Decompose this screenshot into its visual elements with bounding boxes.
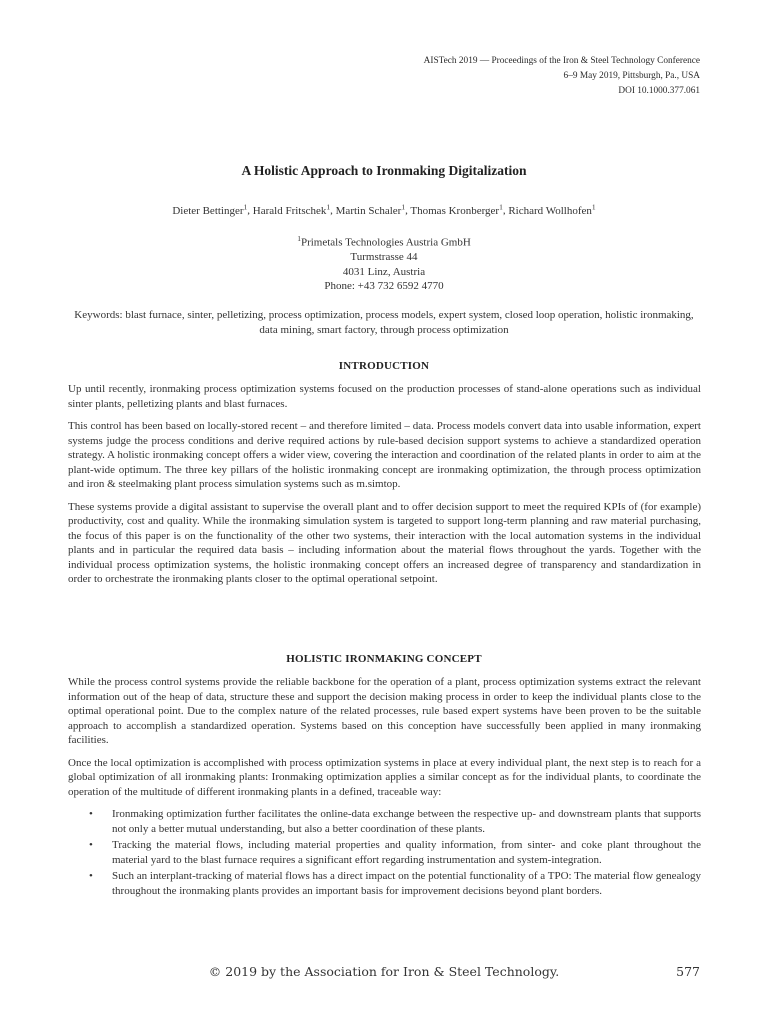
conference-header [424, 54, 700, 99]
author: Martin Schaler$^1$ [335, 202, 406, 217]
page-number: 577 [676, 964, 700, 979]
paragraph: These systems provide a digital assistant to supervise the overall plant and to offer decision support to meet the required KPIs of (for example) productivity, cost and quality. While the ironmaking simulation system is targeted to support long-term planning and raw material purchasing, the focus of this paper is on the functionality of the other two systems, their interaction with the local automation systems in the individual plants and in particular the required data basis – including information about the material flows throughout the yards. Together with the individual process optimization systems, the holistic ironmaking concept offers an increased degree of transparency and standardization in order to orchestrate the ironmaking plants closer to the optimal operational setpoint. [68, 500, 701, 585]
holistic-body [68, 675, 701, 900]
author: Thomas Kronberger$^1$ [410, 202, 503, 217]
doi: DOI 10.1000.377.061 [618, 86, 700, 96]
paragraph: Up until recently, ironmaking process optimization systems focused on the production processes of stand-alone operations such as individual sinter plants, pelletizing plants and blast furnaces. [68, 383, 701, 410]
conference-name: AISTech 2019 — Proceedings of the Iron & Steel Technology Conference [423, 56, 700, 66]
introduction-body [68, 382, 701, 595]
author: Dieter Bettinger$^1$ [172, 202, 248, 217]
list-item: • Tracking the material flows, including material properties and quality information, from sinter- and coke plant throughout the material yard to the blast furnace requires a significant effort regarding instrumentation and system-integration. [89, 839, 701, 866]
author-list: Dieter Bettinger$^1$, Harald Fritschek$^1$, Martin Schaler$^1$, Thomas Kronberger$^1$, Richard Wollhofen$^1$ [172, 202, 596, 217]
bullet-symbol: • [89, 808, 93, 820]
paragraph: While the process control systems provide the reliable backbone for the operation of a plant, process optimization systems extract the relevant information out of the heap of data, structure these and support the decision making process in order to keep the individual plants close to the optimal operational point. Due to the complex nature of the related processes, rule based expert systems have been proven to be the suitable approach to accomplish a standardized operation. Systems based on this conception have successfully been applied in many ironmaking facilities. [68, 676, 701, 746]
conference-dates: 6–9 May 2019, Pittsburgh, Pa., USA [563, 71, 700, 81]
affiliation-phone: Phone: +43 732 6592 4770 [324, 280, 444, 293]
section-heading-introduction: INTRODUCTION [338, 360, 430, 372]
author: Harald Fritschek$^1$ [252, 202, 331, 217]
bullet-symbol: • [89, 839, 93, 851]
affiliation-org: $^1$Primetals Technologies Austria GmbH [297, 234, 471, 249]
paragraph: Once the local optimization is accomplished with process optimization systems in place at every individual plant, the next step is to reach for a global optimization of all ironmaking plants: Ironmaking optimization applies a similar concept as for the individual plants, to coordinate the operation of the multitude of different ironmaking plants in a defined, traceable way: [68, 756, 701, 798]
keywords: Keywords: blast furnace, sinter, pelletizing, process optimization, process models, expert system, closed loop operation, holistic ironmaking, data mining, smart factory, through process optimization [74, 309, 694, 336]
affiliation-street: Turmstrasse 44 [350, 251, 418, 264]
bullet-symbol: • [89, 870, 93, 882]
author: Richard Wollhofen$^1$ [508, 202, 596, 217]
affiliation [0, 232, 768, 294]
paragraph: This control has been based on locally-stored recent – and therefore limited – data. Process models convert data into usable information, expert systems judge the process conditions and derive required actions by rule-based decision support systems to achieve a standardized operation strategy. A holistic ironmaking concept offers a wider view, covering the interaction and coordination of the related plants in order to aim at the plant-wide optimum. The three key pillars of the holistic ironmaking concept are ironmaking optimization, the through process optimization and iron & steelmaking plant process simulation systems such as m.simtop. [68, 420, 701, 490]
copyright: © 2019 by the Association for Iron & Steel Technology. [208, 964, 560, 979]
list-item: • Such an interplant-tracking of material flows has a direct impact on the potential functionality of a TPO: The material flow genealogy throughout the ironmaking plants provides an important basis for improvement decisions beyond plant borders. [89, 870, 701, 897]
bullet-list [68, 807, 701, 898]
section-heading-holistic: HOLISTIC IRONMAKING CONCEPT [286, 653, 482, 665]
list-item: • Ironmaking optimization further facilitates the online-data exchange between the respective up- and downstream plants that supports not only a better mutual understanding, but also a better coordination of these plants. [89, 808, 701, 835]
paper-title: A Holistic Approach to Ironmaking Digitalization [241, 163, 527, 178]
affiliation-city: 4031 Linz, Austria [342, 265, 426, 278]
